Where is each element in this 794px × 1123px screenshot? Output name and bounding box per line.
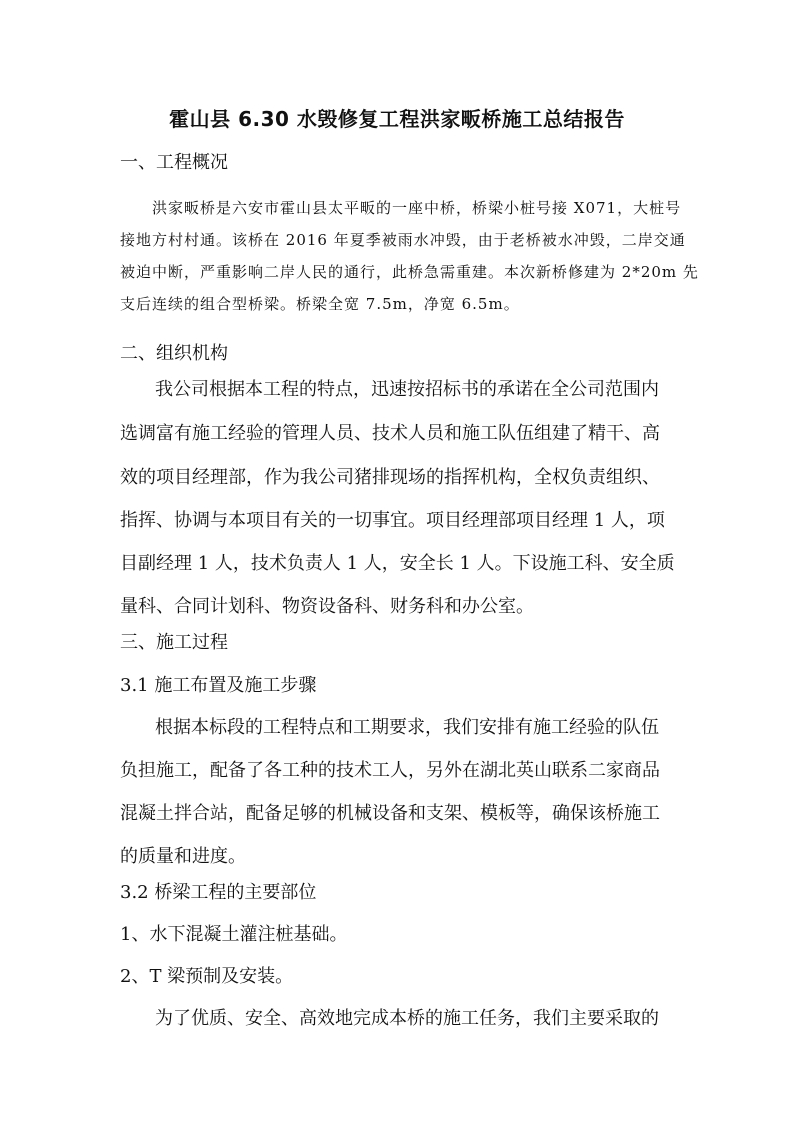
section-3-heading: 三、施工过程 xyxy=(120,632,228,653)
paragraph-line: 负担施工，配备了各工种的技术工人，另外在湖北英山联系二家商品 xyxy=(120,760,660,781)
paragraph-line: 量科、合同计划科、物资设备科、财务科和办公室。 xyxy=(120,596,534,617)
paragraph-line: 效的项目经理部，作为我公司猪排现场的指挥机构，全权负责组织、 xyxy=(120,467,660,488)
paragraph-line: 根据本标段的工程特点和工期要求，我们安排有施工经验的队伍 xyxy=(155,717,659,738)
paragraph-line: 我公司根据本工程的特点，迅速按招标书的承诺在全公司范围内 xyxy=(155,379,659,400)
report-title: 霍山县 6.30 水毁修复工程洪家畈桥施工总结报告 xyxy=(169,107,625,131)
paragraph-line: 选调富有施工经验的管理人员、技术人员和施工队伍组建了精干、高 xyxy=(120,423,660,444)
paragraph-line: 的质量和进度。 xyxy=(120,846,246,867)
paragraph-line: 被迫中断，严重影响二岸人民的通行，此桥急需重建。本次新桥修建为 2*20m 先 xyxy=(120,263,699,281)
list-item: 2、T 梁预制及安装。 xyxy=(120,966,294,987)
paragraph-line: 目副经理 1 人，技术负责人 1 人，安全长 1 人。下设施工科、安全质 xyxy=(120,553,675,574)
paragraph-line: 为了优质、安全、高效地完成本桥的施工任务，我们主要采取的 xyxy=(155,1008,659,1029)
section-1-heading: 一、工程概况 xyxy=(120,152,228,173)
paragraph-line: 混凝土拌合站，配备足够的机械设备和支架、模板等，确保该桥施工 xyxy=(120,803,660,824)
section-2-heading: 二、组织机构 xyxy=(120,343,228,364)
paragraph-line: 指挥、协调与本项目有关的一切事宜。项目经理部项目经理 1 人，项 xyxy=(120,510,665,531)
subsection-3-1-heading: 3.1 施工布置及施工步骤 xyxy=(120,675,317,696)
subsection-3-2-heading: 3.2 桥梁工程的主要部位 xyxy=(120,882,317,903)
paragraph-line: 支后连续的组合型桥梁。桥梁全宽 7.5m，净宽 6.5m。 xyxy=(120,295,520,313)
list-item: 1、水下混凝土灌注桩基础。 xyxy=(120,924,348,945)
paragraph-line: 洪家畈桥是六安市霍山县太平畈的一座中桥，桥梁小桩号接 X071，大桩号 xyxy=(152,199,682,217)
paragraph-line: 接地方村村通。该桥在 2016 年夏季被雨水冲毁，由于老桥被水冲毁，二岸交通 xyxy=(120,231,686,249)
